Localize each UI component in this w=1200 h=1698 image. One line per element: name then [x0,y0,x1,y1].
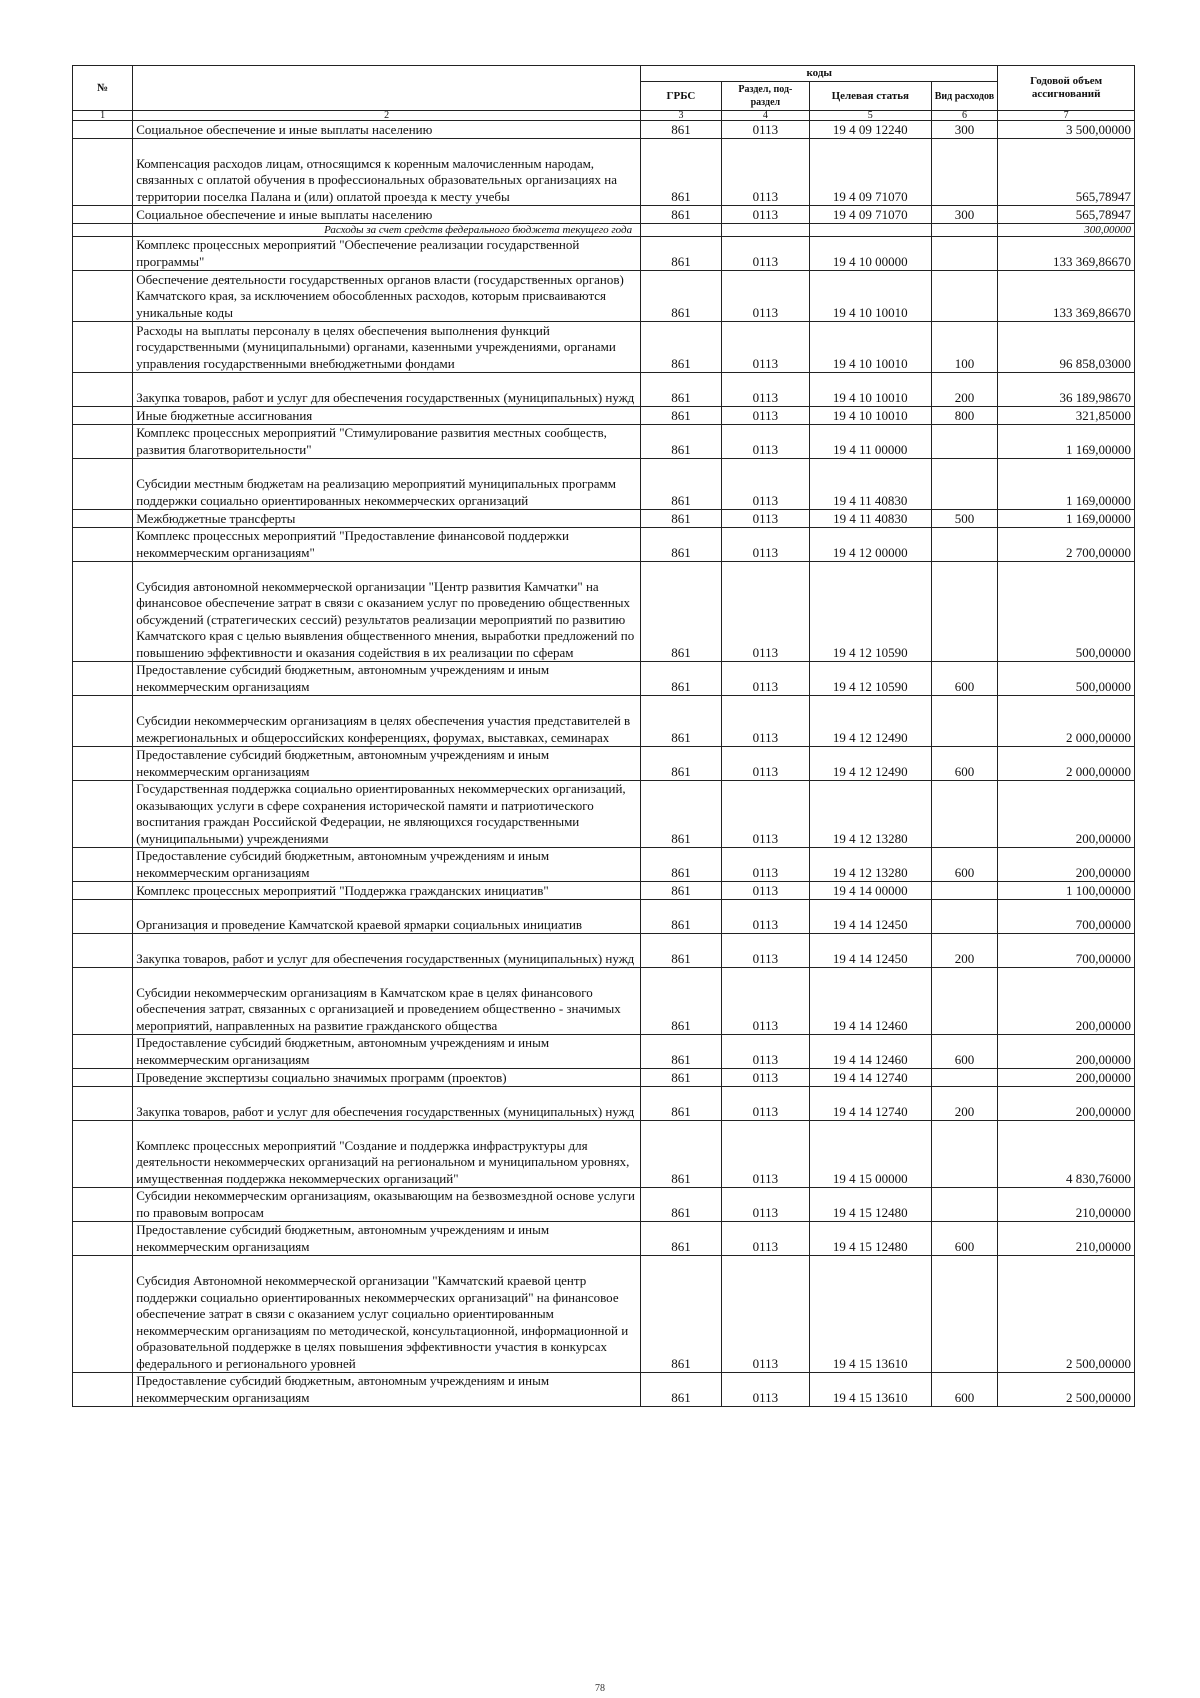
cell-expense-type: 600 [931,1222,998,1256]
header-section: Раздел, под-раздел [721,82,809,111]
col-num-4: 4 [721,111,809,121]
cell-target-article: 19 4 10 10010 [810,271,932,322]
cell-description: Закупка товаров, работ и услуг для обеспечения государственных (муниципальных) нужд [133,373,641,407]
cell-target-article: 19 4 12 12490 [810,747,932,781]
header-grbs: ГРБС [641,82,722,111]
col-num-6: 6 [931,111,998,121]
cell-no [73,747,133,781]
cell-target-article: 19 4 12 13280 [810,848,932,882]
cell-description: Предоставление субсидий бюджетным, автономным учреждениям и иным некоммерческим организациям [133,1035,641,1069]
cell-target-article: 19 4 10 10010 [810,322,932,373]
cell-no [73,968,133,1035]
cell-description: Расходы на выплаты персоналу в целях обеспечения выполнения функций государственными (муниципальными) органами, казенными учреждениями, органами управления государственными внебюджетными фондами [133,322,641,373]
cell-grbs: 861 [641,121,722,139]
cell-amount: 1 169,00000 [998,425,1135,459]
cell-target-article: 19 4 15 13610 [810,1373,932,1407]
cell-description: Закупка товаров, работ и услуг для обеспечения государственных (муниципальных) нужд [133,1087,641,1121]
cell-amount: 96 858,03000 [998,322,1135,373]
table-row [73,373,1135,407]
cell-target-article: 19 4 15 00000 [810,1121,932,1188]
cell-no [73,237,133,271]
cell-no [73,696,133,747]
cell-amount: 1 100,00000 [998,882,1135,900]
header-expense-type: Вид расходов [931,82,998,111]
cell-amount: 200,00000 [998,1087,1135,1121]
cell-no [73,1373,133,1407]
cell-grbs: 861 [641,848,722,882]
cell-amount: 1 169,00000 [998,510,1135,528]
cell-section: 0113 [721,528,809,562]
cell-section: 0113 [721,271,809,322]
cell-no [73,848,133,882]
cell-section: 0113 [721,781,809,848]
cell-section: 0113 [721,139,809,206]
cell-section: 0113 [721,237,809,271]
cell-grbs: 861 [641,1222,722,1256]
cell-amount: 200,00000 [998,848,1135,882]
table-row [73,968,1135,1035]
col-num-5: 5 [810,111,932,121]
cell-target-article: 19 4 14 12740 [810,1087,932,1121]
cell-no [73,1069,133,1087]
cell-grbs: 861 [641,1087,722,1121]
cell-target-article: 19 4 14 00000 [810,882,932,900]
cell-target-article: 19 4 14 12740 [810,1069,932,1087]
table-row [73,662,1135,696]
table-row [73,848,1135,882]
cell-description: Комплекс процессных мероприятий "Стимулирование развития местных сообществ, развития благотворительности" [133,425,641,459]
cell-target-article [810,224,932,237]
cell-amount: 565,78947 [998,139,1135,206]
cell-description: Социальное обеспечение и иные выплаты населению [133,206,641,224]
cell-amount: 2 000,00000 [998,696,1135,747]
cell-grbs: 861 [641,237,722,271]
cell-grbs: 861 [641,1188,722,1222]
cell-grbs: 861 [641,528,722,562]
cell-expense-type: 100 [931,322,998,373]
cell-no [73,224,133,237]
table-row [73,1256,1135,1373]
cell-expense-type [931,139,998,206]
cell-no [73,1121,133,1188]
cell-target-article: 19 4 14 12460 [810,968,932,1035]
cell-grbs: 861 [641,1121,722,1188]
col-num-7: 7 [998,111,1135,121]
cell-expense-type [931,528,998,562]
table-row [73,696,1135,747]
cell-amount: 200,00000 [998,1069,1135,1087]
cell-target-article: 19 4 10 10010 [810,407,932,425]
cell-section: 0113 [721,662,809,696]
col-num-2: 2 [133,111,641,121]
cell-no [73,206,133,224]
cell-no [73,934,133,968]
table-row [73,271,1135,322]
table-row [73,1188,1135,1222]
cell-section: 0113 [721,1373,809,1407]
cell-description: Межбюджетные трансферты [133,510,641,528]
cell-amount: 2 500,00000 [998,1256,1135,1373]
cell-description: Комплекс процессных мероприятий "Обеспечение реализации государственной программы" [133,237,641,271]
cell-grbs: 861 [641,139,722,206]
cell-expense-type: 300 [931,121,998,139]
cell-no [73,407,133,425]
cell-expense-type: 500 [931,510,998,528]
cell-no [73,510,133,528]
cell-target-article: 19 4 09 71070 [810,206,932,224]
cell-grbs: 861 [641,459,722,510]
cell-amount: 200,00000 [998,968,1135,1035]
cell-grbs [641,224,722,237]
cell-expense-type [931,1256,998,1373]
cell-amount: 565,78947 [998,206,1135,224]
cell-grbs: 861 [641,322,722,373]
cell-section: 0113 [721,934,809,968]
cell-amount: 2 700,00000 [998,528,1135,562]
cell-description: Расходы за счет средств федерального бюджета текущего года [133,224,641,237]
header-target-article: Целевая статья [810,82,932,111]
col-num-3: 3 [641,111,722,121]
col-num-1: 1 [73,111,133,121]
cell-description: Субсидии местным бюджетам на реализацию мероприятий муниципальных программ поддержки социально ориентированных некоммерческих организаций [133,459,641,510]
cell-no [73,1222,133,1256]
cell-section: 0113 [721,407,809,425]
table-row [73,322,1135,373]
cell-target-article: 19 4 11 40830 [810,459,932,510]
table-row [73,1121,1135,1188]
cell-expense-type [931,882,998,900]
cell-expense-type [931,900,998,934]
cell-no [73,121,133,139]
cell-expense-type [931,1121,998,1188]
budget-table [72,65,1135,1407]
cell-section: 0113 [721,206,809,224]
cell-section: 0113 [721,121,809,139]
cell-section: 0113 [721,562,809,662]
cell-target-article: 19 4 14 12460 [810,1035,932,1069]
cell-no [73,459,133,510]
cell-description: Государственная поддержка социально ориентированных некоммерческих организаций, оказывающих услуги в сфере сохранения исторической памяти и патриотического воспитания граждан Российской Федерации, не являющихся государственными (муниципальными) учреждениями [133,781,641,848]
table-row [73,407,1135,425]
cell-amount: 133 369,86670 [998,237,1135,271]
header-codes: коды [641,66,998,82]
cell-grbs: 861 [641,271,722,322]
cell-description: Предоставление субсидий бюджетным, автономным учреждениям и иным некоммерческим организациям [133,747,641,781]
cell-grbs: 861 [641,373,722,407]
header-description [133,66,641,111]
cell-expense-type [931,459,998,510]
cell-no [73,425,133,459]
cell-no [73,271,133,322]
cell-no [73,900,133,934]
cell-section: 0113 [721,1188,809,1222]
page-number: 78 [595,1683,605,1694]
cell-target-article: 19 4 12 12490 [810,696,932,747]
cell-description: Организация и проведение Камчатской краевой ярмарки социальных инициатив [133,900,641,934]
cell-no [73,882,133,900]
cell-expense-type [931,1069,998,1087]
cell-section: 0113 [721,1087,809,1121]
cell-section: 0113 [721,373,809,407]
cell-section: 0113 [721,1035,809,1069]
cell-amount: 500,00000 [998,562,1135,662]
cell-grbs: 861 [641,1069,722,1087]
cell-no [73,1035,133,1069]
cell-expense-type: 800 [931,407,998,425]
cell-grbs: 861 [641,1035,722,1069]
cell-target-article: 19 4 15 12480 [810,1188,932,1222]
table-row [73,900,1135,934]
table-row [73,528,1135,562]
cell-target-article: 19 4 11 00000 [810,425,932,459]
column-number-row [73,111,1135,121]
budget-table-sheet [72,65,1135,1407]
table-row [73,1222,1135,1256]
table-row [73,934,1135,968]
cell-amount: 200,00000 [998,781,1135,848]
cell-grbs: 861 [641,407,722,425]
cell-target-article: 19 4 12 10590 [810,662,932,696]
cell-amount: 3 500,00000 [998,121,1135,139]
cell-amount: 2 500,00000 [998,1373,1135,1407]
cell-section [721,224,809,237]
cell-no [73,1188,133,1222]
cell-amount: 210,00000 [998,1188,1135,1222]
cell-description: Субсидия автономной некоммерческой организации "Центр развития Камчатки" на финансовое обеспечение затрат в связи с оказанием услуг по проведению общественных обсуждений (стратегических сессий) результатов реализации мероприятий по развитию Камчатского края с целью выявления общественного мнения, выработки предложений по повышению эффективности и оказания содействия в их реализации по сферам [133,562,641,662]
cell-target-article: 19 4 11 40830 [810,510,932,528]
table-row [73,139,1135,206]
cell-target-article: 19 4 10 10010 [810,373,932,407]
table-row [73,781,1135,848]
cell-grbs: 861 [641,562,722,662]
table-row [73,1087,1135,1121]
cell-target-article: 19 4 15 12480 [810,1222,932,1256]
cell-expense-type: 200 [931,934,998,968]
cell-description: Предоставление субсидий бюджетным, автономным учреждениям и иным некоммерческим организациям [133,662,641,696]
cell-no [73,781,133,848]
cell-description: Предоставление субсидий бюджетным, автономным учреждениям и иным некоммерческим организациям [133,848,641,882]
table-row [73,425,1135,459]
cell-grbs: 861 [641,696,722,747]
cell-target-article: 19 4 09 71070 [810,139,932,206]
cell-description: Предоставление субсидий бюджетным, автономным учреждениям и иным некоммерческим организациям [133,1222,641,1256]
cell-description: Закупка товаров, работ и услуг для обеспечения государственных (муниципальных) нужд [133,934,641,968]
cell-section: 0113 [721,696,809,747]
cell-expense-type: 600 [931,1373,998,1407]
cell-section: 0113 [721,882,809,900]
table-row [73,206,1135,224]
table-row [73,121,1135,139]
cell-expense-type [931,968,998,1035]
cell-expense-type: 300 [931,206,998,224]
cell-target-article: 19 4 15 13610 [810,1256,932,1373]
cell-section: 0113 [721,1222,809,1256]
cell-description: Предоставление субсидий бюджетным, автономным учреждениям и иным некоммерческим организациям [133,1373,641,1407]
cell-expense-type: 600 [931,848,998,882]
cell-section: 0113 [721,747,809,781]
table-row [73,459,1135,510]
cell-grbs: 861 [641,206,722,224]
cell-target-article: 19 4 10 00000 [810,237,932,271]
cell-grbs: 861 [641,425,722,459]
cell-amount: 700,00000 [998,900,1135,934]
table-row [73,1035,1135,1069]
table-row [73,1069,1135,1087]
cell-section: 0113 [721,322,809,373]
cell-expense-type [931,781,998,848]
cell-description: Иные бюджетные ассигнования [133,407,641,425]
cell-expense-type [931,1188,998,1222]
cell-amount: 1 169,00000 [998,459,1135,510]
cell-target-article: 19 4 14 12450 [810,900,932,934]
cell-section: 0113 [721,968,809,1035]
cell-grbs: 861 [641,747,722,781]
cell-description: Субсидии некоммерческим организациям в Камчатском крае в целях финансового обеспечения затрат, связанных с организацией и проведением общественно - значимых мероприятий, направленных на развитие гражданского общества [133,968,641,1035]
table-row [73,237,1135,271]
cell-grbs: 861 [641,781,722,848]
table-row [73,747,1135,781]
table-row [73,510,1135,528]
cell-section: 0113 [721,510,809,528]
cell-expense-type: 600 [931,662,998,696]
cell-amount: 133 369,86670 [998,271,1135,322]
cell-amount: 321,85000 [998,407,1135,425]
cell-amount: 500,00000 [998,662,1135,696]
cell-expense-type [931,696,998,747]
cell-section: 0113 [721,1256,809,1373]
cell-description: Комплекс процессных мероприятий "Поддержка гражданских инициатив" [133,882,641,900]
cell-description: Субсидии некоммерческим организациям, оказывающим на безвозмездной основе услуги по правовым вопросам [133,1188,641,1222]
header-no: № [73,66,133,111]
cell-no [73,528,133,562]
cell-no [73,1087,133,1121]
header-amount: Годовой объем ассигнований [998,66,1135,111]
table-row [73,1373,1135,1407]
cell-grbs: 861 [641,510,722,528]
cell-description: Обеспечение деятельности государственных органов власти (государственных органов) Камчатского края, за исключением обособленных расходов, которым присваиваются уникальные коды [133,271,641,322]
cell-expense-type [931,237,998,271]
cell-expense-type: 200 [931,1087,998,1121]
cell-grbs: 861 [641,900,722,934]
cell-amount: 36 189,98670 [998,373,1135,407]
cell-expense-type [931,425,998,459]
cell-description: Компенсация расходов лицам, относящимся к коренным малочисленным народам, связанных с оплатой обучения в профессиональных образовательных организациях на территории поселка Палана и (или) оплатой проезда к месту учебы [133,139,641,206]
cell-grbs: 861 [641,968,722,1035]
cell-section: 0113 [721,1069,809,1087]
table-row [73,882,1135,900]
cell-no [73,373,133,407]
cell-target-article: 19 4 12 00000 [810,528,932,562]
cell-description: Комплекс процессных мероприятий "Предоставление финансовой поддержки некоммерческим организациям" [133,528,641,562]
cell-amount: 2 000,00000 [998,747,1135,781]
cell-no [73,662,133,696]
cell-no [73,562,133,662]
cell-no [73,139,133,206]
cell-grbs: 861 [641,1256,722,1373]
cell-grbs: 861 [641,934,722,968]
cell-expense-type: 600 [931,1035,998,1069]
cell-expense-type [931,224,998,237]
cell-expense-type: 600 [931,747,998,781]
cell-description: Субсидии некоммерческим организациям в целях обеспечения участия представителей в межрегиональных и общероссийских конференциях, форумах, выставках, семинарах [133,696,641,747]
cell-no [73,1256,133,1373]
cell-description: Комплекс процессных мероприятий "Создание и поддержка инфраструктуры для деятельности некоммерческих организаций на региональном и муниципальном уровнях, имущественная поддержка некоммерческих организаций" [133,1121,641,1188]
table-row [73,562,1135,662]
cell-description: Проведение экспертизы социально значимых программ (проектов) [133,1069,641,1087]
cell-expense-type: 200 [931,373,998,407]
cell-target-article: 19 4 12 10590 [810,562,932,662]
cell-grbs: 861 [641,662,722,696]
federal-note-row [73,224,1135,237]
cell-section: 0113 [721,425,809,459]
cell-target-article: 19 4 12 13280 [810,781,932,848]
cell-amount: 700,00000 [998,934,1135,968]
cell-section: 0113 [721,900,809,934]
cell-description: Субсидия Автономной некоммерческой организации "Камчатский краевой центр поддержки социально ориентированных некоммерческих организаций" на финансовое обеспечение затрат в связи с оказанием услуг социально ориентированным некоммерческим организациям по методической, консультационной, информационной и образовательной поддержке в целях повышения эффективности участия в конкурсах федерального и регионального уровней [133,1256,641,1373]
cell-amount: 200,00000 [998,1035,1135,1069]
cell-description: Социальное обеспечение и иные выплаты населению [133,121,641,139]
cell-section: 0113 [721,1121,809,1188]
cell-expense-type [931,562,998,662]
cell-section: 0113 [721,459,809,510]
cell-grbs: 861 [641,882,722,900]
cell-target-article: 19 4 14 12450 [810,934,932,968]
cell-amount: 210,00000 [998,1222,1135,1256]
cell-amount: 300,00000 [998,224,1135,237]
cell-expense-type [931,271,998,322]
cell-amount: 4 830,76000 [998,1121,1135,1188]
cell-grbs: 861 [641,1373,722,1407]
cell-no [73,322,133,373]
cell-target-article: 19 4 09 12240 [810,121,932,139]
cell-section: 0113 [721,848,809,882]
